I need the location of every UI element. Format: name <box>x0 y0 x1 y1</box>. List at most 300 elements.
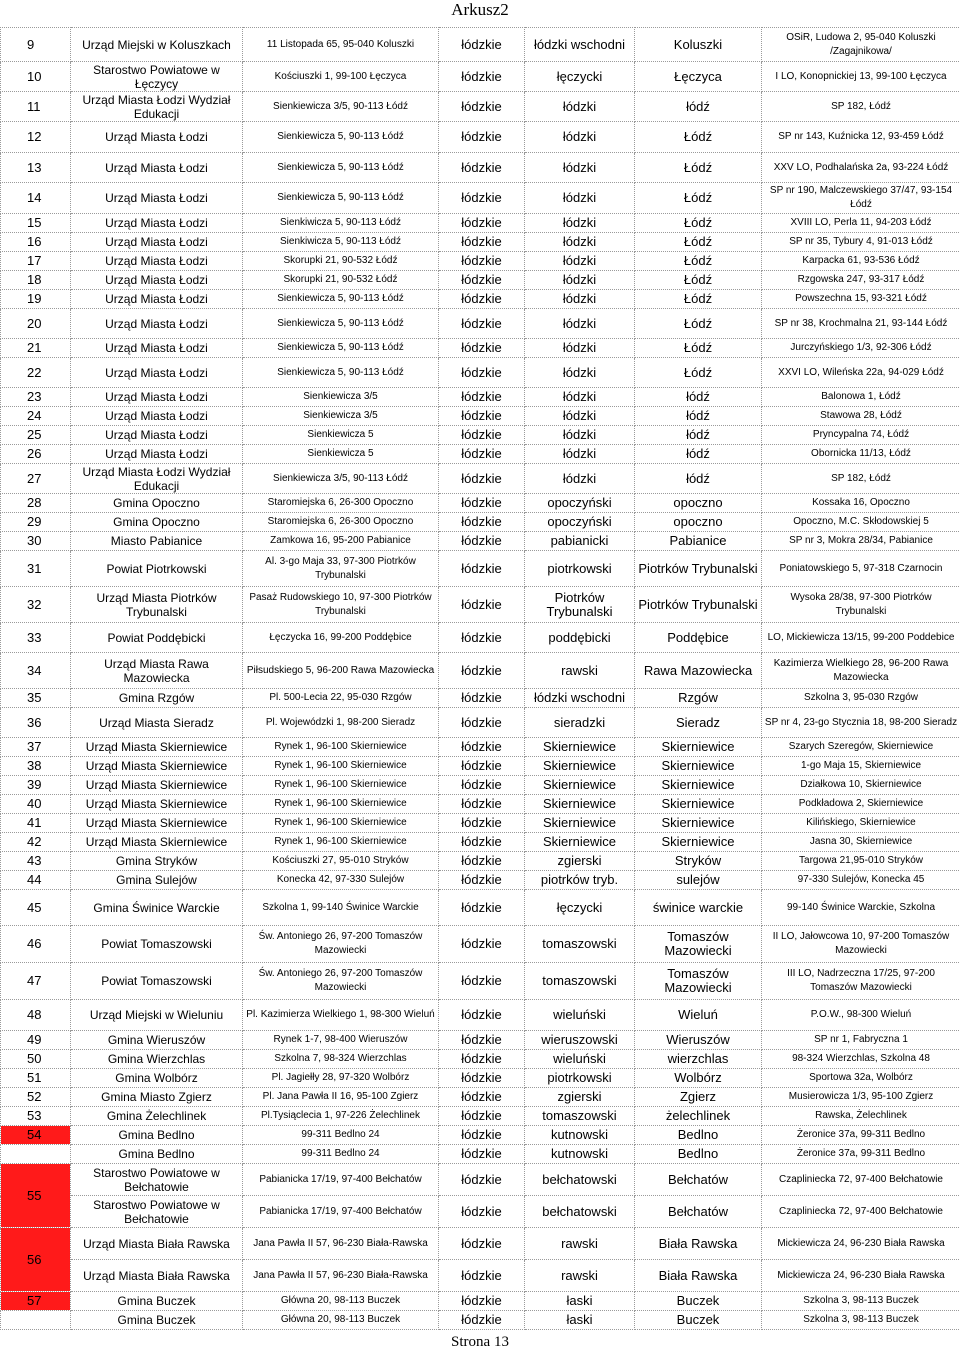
county-cell: rawski <box>525 1260 635 1292</box>
county-cell: Piotrków Trybunalski <box>525 587 635 623</box>
table-row <box>1 388 960 407</box>
county-cell: łódzki <box>525 309 635 339</box>
table-row <box>1 757 960 776</box>
address-cell: Sienkiewicza 3/5, 90-113 Łódź <box>243 92 439 122</box>
table-row <box>1 252 960 271</box>
institution-cell: Urząd Miejski w Wieluniu <box>71 1000 243 1031</box>
municipality-cell: Łęczyca <box>635 62 762 92</box>
voivodeship-cell: łódzkie <box>439 587 525 623</box>
voivodeship-cell: łódzkie <box>439 62 525 92</box>
table-row <box>1 1260 960 1292</box>
school-address-cell: Szkolna 3, 98-113 Buczek <box>762 1292 960 1311</box>
address-cell: Sienkiewicza 5 <box>243 426 439 445</box>
row-number-cell: 44 <box>1 871 71 890</box>
school-address-cell: Kossaka 16, Opoczno <box>762 494 960 513</box>
institution-cell: Starostwo Powiatowe w Łęczycy <box>71 62 243 92</box>
municipality-cell: Pabianice <box>635 532 762 551</box>
row-number-cell: 15 <box>1 214 71 233</box>
municipality-cell: Poddębice <box>635 623 762 653</box>
county-cell: łęczycki <box>525 890 635 926</box>
voivodeship-cell: łódzkie <box>439 426 525 445</box>
address-cell: Skorupki 21, 90-532 Łódź <box>243 252 439 271</box>
table-row <box>1 1031 960 1050</box>
county-cell: łódzki <box>525 92 635 122</box>
row-number-cell: 30 <box>1 532 71 551</box>
voivodeship-cell: łódzkie <box>439 653 525 689</box>
row-number-cell: 41 <box>1 814 71 833</box>
table-row <box>1 926 960 963</box>
school-address-cell: Jurczyńskiego 1/3, 92-306 Łódź <box>762 339 960 358</box>
table-row <box>1 309 960 339</box>
address-cell: Piłsudskiego 5, 96-200 Rawa Mazowiecka <box>243 653 439 689</box>
voivodeship-cell: łódzkie <box>439 290 525 309</box>
municipality-cell: Stryków <box>635 852 762 871</box>
row-number-cell: 45 <box>1 890 71 926</box>
address-cell: Sienkiewicza 5, 90-113 Łódź <box>243 153 439 183</box>
address-cell: Zamkowa 16, 95-200 Pabianice <box>243 532 439 551</box>
municipality-cell: łódź <box>635 464 762 494</box>
school-address-cell: Podkładowa 2, Skierniewice <box>762 795 960 814</box>
county-cell: bełchatowski <box>525 1164 635 1196</box>
address-cell: Pabianicka 17/19, 97-400 Bełchatów <box>243 1164 439 1196</box>
institution-cell: Urząd Miasta Łodzi <box>71 388 243 407</box>
county-cell: kutnowski <box>525 1145 635 1164</box>
municipality-cell: Skierniewice <box>635 795 762 814</box>
institution-cell: Urząd Miasta Łodzi <box>71 183 243 214</box>
county-cell: Skierniewice <box>525 776 635 795</box>
address-cell: Rynek 1, 96-100 Skierniewice <box>243 776 439 795</box>
address-cell: Jana Pawła II 57, 96-230 Biała-Rawska <box>243 1260 439 1292</box>
county-cell: wieluński <box>525 1000 635 1031</box>
municipality-cell: Skierniewice <box>635 757 762 776</box>
institution-cell: Urząd Miasta Skierniewice <box>71 738 243 757</box>
school-address-cell: Rawska, Żelechlinek <box>762 1107 960 1126</box>
municipality-cell: łódź <box>635 92 762 122</box>
county-cell: łódzki <box>525 407 635 426</box>
row-number-cell: 43 <box>1 852 71 871</box>
voivodeship-cell: łódzkie <box>439 1031 525 1050</box>
address-cell: Sienkiewicza 3/5 <box>243 407 439 426</box>
table-row <box>1 852 960 871</box>
page-footer: Strona 13 <box>451 1334 509 1350</box>
row-number-cell: 57 <box>1 1292 71 1311</box>
school-address-cell: 97-330 Sulejów, Konecka 45 <box>762 871 960 890</box>
municipality-cell: Tomaszów Mazowiecki <box>635 926 762 963</box>
county-cell: Skierniewice <box>525 795 635 814</box>
address-cell: Rynek 1-7, 98-400 Wieruszów <box>243 1031 439 1050</box>
municipality-cell: Tomaszów Mazowiecki <box>635 963 762 1000</box>
table-row <box>1 513 960 532</box>
table-row <box>1 871 960 890</box>
county-cell: łódzki <box>525 464 635 494</box>
municipality-cell: świnice warckie <box>635 890 762 926</box>
table-row <box>1 738 960 757</box>
institutions-table <box>0 27 960 1330</box>
institution-cell: Urząd Miasta Łodzi <box>71 153 243 183</box>
voivodeship-cell: łódzkie <box>439 407 525 426</box>
row-number-cell: 48 <box>1 1000 71 1031</box>
voivodeship-cell: łódzkie <box>439 551 525 587</box>
institution-cell: Urząd Miasta Rawa Mazowiecka <box>71 653 243 689</box>
county-cell: łódzki wschodni <box>525 28 635 62</box>
table-row <box>1 183 960 214</box>
institution-cell: Urząd Miejski w Koluszkach <box>71 28 243 62</box>
institution-cell: Urząd Miasta Skierniewice <box>71 757 243 776</box>
school-address-cell: Szkolna 3, 98-113 Buczek <box>762 1311 960 1330</box>
school-address-cell: OSiR, Ludowa 2, 95-040 Koluszki /Zagajnikowa/ <box>762 28 960 62</box>
row-number-cell: 25 <box>1 426 71 445</box>
institution-cell: Urząd Miasta Łodzi <box>71 122 243 153</box>
municipality-cell: Wieluń <box>635 1000 762 1031</box>
table-row <box>1 464 960 494</box>
row-number-cell: 42 <box>1 833 71 852</box>
address-cell: Rynek 1, 96-100 Skierniewice <box>243 757 439 776</box>
school-address-cell: Targowa 21,95-010 Stryków <box>762 852 960 871</box>
address-cell: 11 Listopada 65, 95-040 Koluszki <box>243 28 439 62</box>
voivodeship-cell: łódzkie <box>439 1164 525 1196</box>
table-row <box>1 795 960 814</box>
municipality-cell: Koluszki <box>635 28 762 62</box>
county-cell: łódzki <box>525 339 635 358</box>
voivodeship-cell: łódzkie <box>439 1069 525 1088</box>
institution-cell: Gmina Wolbórz <box>71 1069 243 1088</box>
voivodeship-cell: łódzkie <box>439 513 525 532</box>
county-cell: łódzki wschodni <box>525 689 635 708</box>
school-address-cell: I LO, Konopnickiej 13, 99-100 Łęczyca <box>762 62 960 92</box>
county-cell: łódzki <box>525 183 635 214</box>
municipality-cell: Bedlno <box>635 1126 762 1145</box>
county-cell: Skierniewice <box>525 833 635 852</box>
school-address-cell: SP 182, Łódź <box>762 92 960 122</box>
row-number-cell: 56 <box>1 1228 71 1292</box>
address-cell: Jana Pawła II 57, 96-230 Biała-Rawska <box>243 1228 439 1260</box>
table-row <box>1 689 960 708</box>
row-number-cell: 21 <box>1 339 71 358</box>
row-number-cell: 53 <box>1 1107 71 1126</box>
table-row <box>1 92 960 122</box>
school-address-cell: SP nr 35, Tybury 4, 91-013 Łódź <box>762 233 960 252</box>
table-row <box>1 445 960 464</box>
table-row <box>1 532 960 551</box>
school-address-cell: Balonowa 1, Łódź <box>762 388 960 407</box>
voivodeship-cell: łódzkie <box>439 926 525 963</box>
row-number-cell: 46 <box>1 926 71 963</box>
row-number-cell <box>1 1311 71 1330</box>
institution-cell: Urząd Miasta Łodzi <box>71 339 243 358</box>
institution-cell: Gmina Opoczno <box>71 494 243 513</box>
voivodeship-cell: łódzkie <box>439 852 525 871</box>
address-cell: Konecka 42, 97-330 Sulejów <box>243 871 439 890</box>
county-cell: łódzki <box>525 388 635 407</box>
county-cell: łódzki <box>525 153 635 183</box>
address-cell: Staromiejska 6, 26-300 Opoczno <box>243 494 439 513</box>
institution-cell: Gmina Wieruszów <box>71 1031 243 1050</box>
school-address-cell: Mickiewicza 24, 96-230 Biała Rawska <box>762 1228 960 1260</box>
address-cell: Sienkiewicza 5, 90-113 Łódź <box>243 183 439 214</box>
voivodeship-cell: łódzkie <box>439 871 525 890</box>
voivodeship-cell: łódzkie <box>439 1292 525 1311</box>
row-number-cell: 37 <box>1 738 71 757</box>
institution-cell: Powiat Tomaszowski <box>71 963 243 1000</box>
address-cell: Główna 20, 98-113 Buczek <box>243 1311 439 1330</box>
address-cell: Staromiejska 6, 26-300 Opoczno <box>243 513 439 532</box>
voivodeship-cell: łódzkie <box>439 494 525 513</box>
voivodeship-cell: łódzkie <box>439 252 525 271</box>
municipality-cell: Łódź <box>635 214 762 233</box>
institution-cell: Urząd Miasta Łodzi Wydział Edukacji <box>71 92 243 122</box>
school-address-cell: Szkolna 3, 95-030 Rzgów <box>762 689 960 708</box>
institution-cell: Urząd Miasta Łodzi <box>71 407 243 426</box>
institution-cell: Urząd Miasta Łodzi <box>71 445 243 464</box>
voivodeship-cell: łódzkie <box>439 233 525 252</box>
row-number-cell: 18 <box>1 271 71 290</box>
row-number-cell: 12 <box>1 122 71 153</box>
row-number-cell: 23 <box>1 388 71 407</box>
table-row <box>1 1126 960 1145</box>
table-row <box>1 28 960 62</box>
table-row <box>1 1311 960 1330</box>
row-number-cell: 49 <box>1 1031 71 1050</box>
table-row <box>1 1088 960 1107</box>
voivodeship-cell: łódzkie <box>439 271 525 290</box>
school-address-cell: SP nr 143, Kuźnicka 12, 93-459 Łódź <box>762 122 960 153</box>
school-address-cell: Sportowa 32a, Wolbórz <box>762 1069 960 1088</box>
municipality-cell: Bełchatów <box>635 1196 762 1228</box>
address-cell: Pabianicka 17/19, 97-400 Bełchatów <box>243 1196 439 1228</box>
table-row <box>1 1069 960 1088</box>
row-number-cell: 39 <box>1 776 71 795</box>
institutions-table-wrapper <box>0 27 960 1330</box>
address-cell: Sienkiewicza 5, 90-113 Łódź <box>243 358 439 388</box>
school-address-cell: SP nr 190, Malczewskiego 37/47, 93-154 Łódź <box>762 183 960 214</box>
voivodeship-cell: łódzkie <box>439 795 525 814</box>
county-cell: zgierski <box>525 852 635 871</box>
municipality-cell: Piotrków Trybunalski <box>635 551 762 587</box>
municipality-cell: Rzgów <box>635 689 762 708</box>
address-cell: Sienkiwicza 5, 90-113 Łódź <box>243 214 439 233</box>
voivodeship-cell: łódzkie <box>439 122 525 153</box>
institution-cell: Urząd Miasta Łodzi <box>71 426 243 445</box>
county-cell: sieradzki <box>525 708 635 738</box>
school-address-cell: XVIII LO, Perla 11, 94-203 Łódź <box>762 214 960 233</box>
institution-cell: Powiat Tomaszowski <box>71 926 243 963</box>
institution-cell: Gmina Żelechlinek <box>71 1107 243 1126</box>
voivodeship-cell: łódzkie <box>439 1311 525 1330</box>
school-address-cell: Musierowicza 1/3, 95-100 Zgierz <box>762 1088 960 1107</box>
school-address-cell: Czaplinieckа 72, 97-400 Bełchatowie <box>762 1196 960 1228</box>
institution-cell: Urząd Miasta Łodzi <box>71 358 243 388</box>
table-row <box>1 1107 960 1126</box>
county-cell: zgierski <box>525 1088 635 1107</box>
municipality-cell: Skierniewice <box>635 833 762 852</box>
row-number-cell: 31 <box>1 551 71 587</box>
institution-cell: Urząd Miasta Biała Rawska <box>71 1228 243 1260</box>
table-row <box>1 1050 960 1069</box>
institution-cell: Powiat Poddębicki <box>71 623 243 653</box>
school-address-cell: Żeronice 37a, 99-311 Bedlno <box>762 1145 960 1164</box>
institution-cell: Gmina Bedlno <box>71 1126 243 1145</box>
institution-cell: Gmina Buczek <box>71 1311 243 1330</box>
municipality-cell: Łódź <box>635 183 762 214</box>
voivodeship-cell: łódzkie <box>439 814 525 833</box>
address-cell: Szkolna 1, 99-140 Świnice Warckie <box>243 890 439 926</box>
institution-cell: Miasto Pabianice <box>71 532 243 551</box>
table-row <box>1 1164 960 1196</box>
municipality-cell: Łódź <box>635 339 762 358</box>
voivodeship-cell: łódzkie <box>439 1260 525 1292</box>
table-row <box>1 407 960 426</box>
row-number-cell: 27 <box>1 464 71 494</box>
municipality-cell: Łódź <box>635 309 762 339</box>
row-number-cell: 16 <box>1 233 71 252</box>
county-cell: łaski <box>525 1292 635 1311</box>
school-address-cell: Mickiewicza 24, 96-230 Biała Rawska <box>762 1260 960 1292</box>
institution-cell: Powiat Piotrkowski <box>71 551 243 587</box>
institution-cell: Starostwo Powiatowe w Bełchatowie <box>71 1164 243 1196</box>
address-cell: Sienkiwicza 5, 90-113 Łódź <box>243 233 439 252</box>
voivodeship-cell: łódzkie <box>439 464 525 494</box>
row-number-cell: 50 <box>1 1050 71 1069</box>
county-cell: Skierniewice <box>525 814 635 833</box>
county-cell: łódzki <box>525 445 635 464</box>
municipality-cell: Buczek <box>635 1311 762 1330</box>
school-address-cell: Żeronice 37a, 99-311 Bedlno <box>762 1126 960 1145</box>
table-row <box>1 708 960 738</box>
address-cell: Pl. Jagiełły 28, 97-320 Wolbórz <box>243 1069 439 1088</box>
school-address-cell: XXVI LO, Wileńska 22a, 94-029 Łódź <box>762 358 960 388</box>
school-address-cell: Pryncypalna 74, Łódź <box>762 426 960 445</box>
table-row <box>1 1228 960 1260</box>
table-row <box>1 153 960 183</box>
institution-cell: Urząd Miasta Skierniewice <box>71 795 243 814</box>
table-row <box>1 290 960 309</box>
row-number-cell: 55 <box>1 1164 71 1228</box>
municipality-cell: wierzchlas <box>635 1050 762 1069</box>
row-number-cell: 33 <box>1 623 71 653</box>
voivodeship-cell: łódzkie <box>439 532 525 551</box>
municipality-cell: Sieradz <box>635 708 762 738</box>
institution-cell: Urząd Miasta Piotrków Trybunalski <box>71 587 243 623</box>
school-address-cell: Rzgowska 247, 93-317 Łódź <box>762 271 960 290</box>
address-cell: Główna 20, 98-113 Buczek <box>243 1292 439 1311</box>
address-cell: Sienkiewicza 5, 90-113 Łódź <box>243 290 439 309</box>
voivodeship-cell: łódzkie <box>439 1050 525 1069</box>
county-cell: łęczycki <box>525 62 635 92</box>
row-number-cell: 11 <box>1 92 71 122</box>
address-cell: Sienkiewicza 5, 90-113 Łódź <box>243 309 439 339</box>
county-cell: łódzki <box>525 358 635 388</box>
table-row <box>1 833 960 852</box>
table-row <box>1 963 960 1000</box>
institution-cell: Urząd Miasta Łodzi <box>71 233 243 252</box>
address-cell: 99-311 Bedlno 24 <box>243 1145 439 1164</box>
municipality-cell: łódź <box>635 407 762 426</box>
table-row <box>1 358 960 388</box>
institution-cell: Urząd Miasta Łodzi <box>71 271 243 290</box>
voivodeship-cell: łódzkie <box>439 1196 525 1228</box>
county-cell: łaski <box>525 1311 635 1330</box>
institution-cell: Starostwo Powiatowe w Bełchatowie <box>71 1196 243 1228</box>
county-cell: rawski <box>525 1228 635 1260</box>
county-cell: wieluński <box>525 1050 635 1069</box>
row-number-cell: 29 <box>1 513 71 532</box>
address-cell: Rynek 1, 96-100 Skierniewice <box>243 738 439 757</box>
county-cell: łódzki <box>525 214 635 233</box>
row-number-cell: 51 <box>1 1069 71 1088</box>
county-cell: tomaszowski <box>525 963 635 1000</box>
municipality-cell: Bełchatów <box>635 1164 762 1196</box>
institution-cell: Urząd Miasta Łodzi Wydział Edukacji <box>71 464 243 494</box>
municipality-cell: Zgierz <box>635 1088 762 1107</box>
institution-cell: Gmina Rzgów <box>71 689 243 708</box>
voivodeship-cell: łódzkie <box>439 776 525 795</box>
county-cell: bełchatowski <box>525 1196 635 1228</box>
institution-cell: Urząd Miasta Biała Rawska <box>71 1260 243 1292</box>
voivodeship-cell: łódzkie <box>439 738 525 757</box>
institution-cell: Urząd Miasta Łodzi <box>71 214 243 233</box>
school-address-cell: Opoczno, M.C. Skłodowskiej 5 <box>762 513 960 532</box>
institution-cell: Urząd Miasta Łodzi <box>71 309 243 339</box>
sheet-title: Arkusz2 <box>451 0 509 19</box>
address-cell: Kościuszki 1, 99-100 Łęczyca <box>243 62 439 92</box>
address-cell: 99-311 Bedlno 24 <box>243 1126 439 1145</box>
table-row <box>1 776 960 795</box>
voivodeship-cell: łódzkie <box>439 963 525 1000</box>
table-row <box>1 271 960 290</box>
municipality-cell: Bedlno <box>635 1145 762 1164</box>
school-address-cell: SP 182, Łódź <box>762 464 960 494</box>
municipality-cell: łódź <box>635 445 762 464</box>
school-address-cell: II LO, Jałowcowa 10, 97-200 Tomaszów Mazowiecki <box>762 926 960 963</box>
voivodeship-cell: łódzkie <box>439 92 525 122</box>
county-cell: łódzki <box>525 271 635 290</box>
county-cell: wieruszowski <box>525 1031 635 1050</box>
municipality-cell: Łódź <box>635 358 762 388</box>
voivodeship-cell: łódzkie <box>439 339 525 358</box>
school-address-cell: LO, Mickiewicza 13/15, 99-200 Poddebice <box>762 623 960 653</box>
county-cell: pabianicki <box>525 532 635 551</box>
address-cell: Łęczycka 16, 99-200 Poddębice <box>243 623 439 653</box>
address-cell: Rynek 1, 96-100 Skierniewice <box>243 795 439 814</box>
row-number-cell: 19 <box>1 290 71 309</box>
county-cell: Skierniewice <box>525 738 635 757</box>
municipality-cell: Łódź <box>635 233 762 252</box>
school-address-cell: Wysoka 28/38, 97-300 Piotrków Trybunalski <box>762 587 960 623</box>
row-number-cell: 36 <box>1 708 71 738</box>
municipality-cell: Wieruszów <box>635 1031 762 1050</box>
municipality-cell: Łódź <box>635 252 762 271</box>
address-cell: Szkolna 7, 98-324 Wierzchlas <box>243 1050 439 1069</box>
row-number-cell: 24 <box>1 407 71 426</box>
school-address-cell: III LO, Nadrzeczna 17/25, 97-200 Tomaszów Mazowiecki <box>762 963 960 1000</box>
table-row <box>1 814 960 833</box>
row-number-cell: 9 <box>1 28 71 62</box>
address-cell: Skorupki 21, 90-532 Łódź <box>243 271 439 290</box>
voivodeship-cell: łódzkie <box>439 833 525 852</box>
table-row <box>1 623 960 653</box>
table-row <box>1 339 960 358</box>
voivodeship-cell: łódzkie <box>439 309 525 339</box>
municipality-cell: Skierniewice <box>635 814 762 833</box>
institution-cell: Gmina Opoczno <box>71 513 243 532</box>
voivodeship-cell: łódzkie <box>439 708 525 738</box>
row-number-cell: 38 <box>1 757 71 776</box>
row-number-cell: 13 <box>1 153 71 183</box>
county-cell: kutnowski <box>525 1126 635 1145</box>
municipality-cell: Biała Rawska <box>635 1260 762 1292</box>
voivodeship-cell: łódzkie <box>439 1145 525 1164</box>
voivodeship-cell: łódzkie <box>439 388 525 407</box>
